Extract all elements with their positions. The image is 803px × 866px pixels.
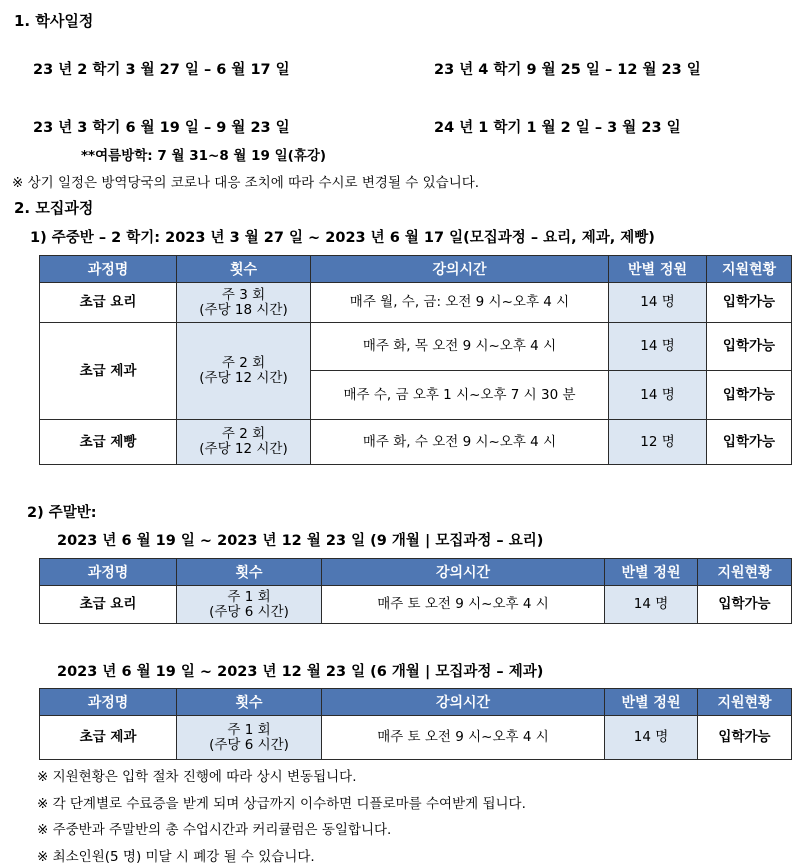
weekend-baking-table xyxy=(39,688,792,760)
weekly-hours: (주당 6 시간) xyxy=(209,603,289,620)
column-header: 지원현황 xyxy=(698,559,792,586)
frequency: 주 3 회 xyxy=(221,286,266,303)
frequency: 주 2 회 xyxy=(221,355,266,371)
weekend-bake-heading: 2023 년 6 월 19 일 ~ 2023 년 12 월 23 일 (6 개월 | 모집과정 – 제과) xyxy=(57,664,544,680)
section-2-title: 2. 모집과정 xyxy=(14,199,94,217)
column-header: 횟수 xyxy=(177,559,322,586)
column-header: 반별 정원 xyxy=(605,559,698,586)
table-row xyxy=(40,716,792,760)
frequency-cell xyxy=(177,716,322,760)
frequency: 주 1 회 xyxy=(227,721,271,738)
application-status: 입학가능 xyxy=(707,283,792,323)
frequency-cell xyxy=(177,323,311,420)
column-header: 과정명 xyxy=(40,689,177,716)
capacity: 14 명 xyxy=(609,371,707,420)
application-status: 입학가능 xyxy=(707,371,792,420)
table-header-row xyxy=(40,256,792,283)
capacity: 14 명 xyxy=(605,716,698,760)
footnote: ※ 주중반과 주말반의 총 수업시간과 커리큘럼은 동일합니다. xyxy=(37,822,392,838)
lecture-time: 매주 화, 수 오전 9 시~오후 4 시 xyxy=(311,420,609,465)
footnote: ※ 각 단계별로 수료증을 받게 되며 상급까지 이수하면 디플로마를 수여받게 됩니다. xyxy=(37,796,526,812)
application-status: 입학가능 xyxy=(707,420,792,465)
summer-break-note: **여름방학: 7 월 31~8 월 19 일(휴강) xyxy=(81,148,327,164)
footnote: ※ 지원현황은 입학 절차 진행에 따라 상시 변동됩니다. xyxy=(37,769,357,785)
table-header-row xyxy=(40,559,792,586)
course-name: 초급 요리 xyxy=(40,586,177,624)
column-header: 지원현황 xyxy=(698,689,792,716)
frequency-cell xyxy=(177,420,311,465)
weekly-hours: (주당 6 시간) xyxy=(209,736,289,753)
lecture-time: 매주 토 오전 9 시~오후 4 시 xyxy=(322,716,605,760)
table-row xyxy=(40,420,792,465)
column-header: 강의시간 xyxy=(322,689,605,716)
capacity: 14 명 xyxy=(605,586,698,624)
semester-schedule: 23 년 4 학기 9 월 25 일 – 12 월 23 일 xyxy=(434,62,701,78)
course-name: 초급 요리 xyxy=(40,283,177,323)
capacity: 14 명 xyxy=(609,323,707,371)
application-status: 입학가능 xyxy=(707,323,792,371)
column-header: 횟수 xyxy=(177,256,311,283)
weekly-hours: (주당 12 시간) xyxy=(199,370,288,386)
column-header: 강의시간 xyxy=(311,256,609,283)
application-status: 입학가능 xyxy=(698,716,792,760)
lecture-time: 매주 토 오전 9 시~오후 4 시 xyxy=(322,586,605,624)
capacity: 14 명 xyxy=(609,283,707,323)
weekend-cooking-table xyxy=(39,558,792,624)
course-name: 초급 제과 xyxy=(40,323,177,420)
table-row xyxy=(40,586,792,624)
column-header: 지원현황 xyxy=(707,256,792,283)
section-1-title: 1. 학사일정 xyxy=(14,12,94,30)
frequency-cell xyxy=(177,586,322,624)
lecture-time: 매주 수, 금 오후 1 시~오후 7 시 30 분 xyxy=(311,371,609,420)
column-header: 반별 정원 xyxy=(609,256,707,283)
course-name: 초급 제빵 xyxy=(40,420,177,465)
weekend-cook-heading: 2023 년 6 월 19 일 ~ 2023 년 12 월 23 일 (9 개월 | 모집과정 – 요리) xyxy=(57,533,544,549)
footnote: ※ 최소인원(5 명) 미달 시 폐강 될 수 있습니다. xyxy=(37,849,315,865)
course-name: 초급 제과 xyxy=(40,716,177,760)
weekday-course-table xyxy=(39,255,792,465)
capacity: 12 명 xyxy=(609,420,707,465)
schedule-notice: ※ 상기 일정은 방역당국의 코로나 대응 조치에 따라 수시로 변경될 수 있습니다. xyxy=(12,175,480,191)
semester-schedule: 23 년 3 학기 6 월 19 일 – 9 월 23 일 xyxy=(33,120,290,136)
table-row xyxy=(40,283,792,323)
application-status: 입학가능 xyxy=(698,586,792,624)
frequency: 주 2 회 xyxy=(221,426,266,442)
semester-schedule: 24 년 1 학기 1 월 2 일 – 3 월 23 일 xyxy=(434,120,681,136)
frequency: 주 1 회 xyxy=(227,588,271,605)
semester-schedule: 23 년 2 학기 3 월 27 일 – 6 월 17 일 xyxy=(33,62,290,78)
table-row xyxy=(40,323,792,371)
weekday-heading: 1) 주중반 – 2 학기: 2023 년 3 월 27 일 ~ 2023 년 6 월 17 일(모집과정 – 요리, 제과, 제빵) xyxy=(30,230,655,246)
weekly-hours: (주당 12 시간) xyxy=(199,441,288,457)
table-header-row xyxy=(40,689,792,716)
lecture-time: 매주 화, 목 오전 9 시~오후 4 시 xyxy=(311,323,609,371)
column-header: 반별 정원 xyxy=(605,689,698,716)
column-header: 과정명 xyxy=(40,256,177,283)
frequency-cell xyxy=(177,283,311,323)
column-header: 횟수 xyxy=(177,689,322,716)
weekend-heading: 2) 주말반: xyxy=(27,505,97,521)
column-header: 과정명 xyxy=(40,559,177,586)
weekly-hours: (주당 18 시간) xyxy=(199,301,288,318)
lecture-time: 매주 월, 수, 금: 오전 9 시~오후 4 시 xyxy=(311,283,609,323)
column-header: 강의시간 xyxy=(322,559,605,586)
